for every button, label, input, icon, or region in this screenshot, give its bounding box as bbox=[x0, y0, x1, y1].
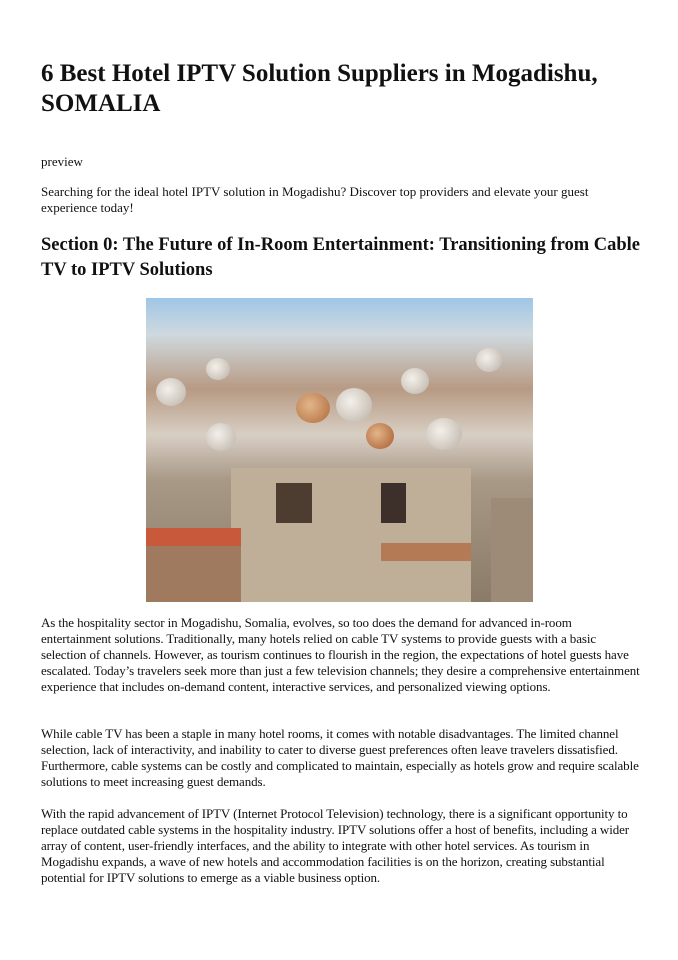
page-title: 6 Best Hotel IPTV Solution Suppliers in Mogadishu, SOMALIA bbox=[41, 60, 598, 117]
intro-text: Searching for the ideal hotel IPTV solution in Mogadishu? Discover top providers and elevate your guest experience today! bbox=[41, 184, 589, 215]
paragraph: As the hospitality sector in Mogadishu, Somalia, evolves, so too does the demand for advanced in-room entertainment solutions. Traditionally, many hotels relied on cable TV systems to provide guests with a basic selection of channels. However, as tourism continues to flourish in the region, the expectations of hotel guests have escalated. Today’s travelers seek more than just a few television channels; they desire a comprehensive entertainment experience that includes on-demand content, interactive services, and personalized viewing options. bbox=[41, 615, 640, 694]
rooftop-satellite-dishes-image bbox=[146, 298, 533, 602]
paragraph: While cable TV has been a staple in many hotel rooms, it comes with notable disadvantages. The limited channel selection, lack of interactivity, and inability to cater to diverse guest preferences often leave travelers dissatisfied. Furthermore, cable systems can be costly and complicated to maintain, especially as hotels grow and require scalable solutions to meet increasing guest demands. bbox=[41, 726, 639, 789]
paragraph: With the rapid advancement of IPTV (Internet Protocol Television) technology, there is a significant opportunity to replace outdated cable systems in the hospitality industry. IPTV solutions offer a host of benefits, including a wider array of content, user-friendly interfaces, and the ability to integrate with other hotel services. As tourism in Mogadishu expands, a wave of new hotels and accommodation facilities is on the horizon, creating substantial potential for IPTV solutions to emerge as a viable business option. bbox=[41, 806, 630, 885]
preview-label: preview bbox=[41, 154, 83, 169]
section-heading: Section 0: The Future of In-Room Entertainment: Transitioning from Cable TV to IPTV Solutions bbox=[41, 235, 641, 280]
